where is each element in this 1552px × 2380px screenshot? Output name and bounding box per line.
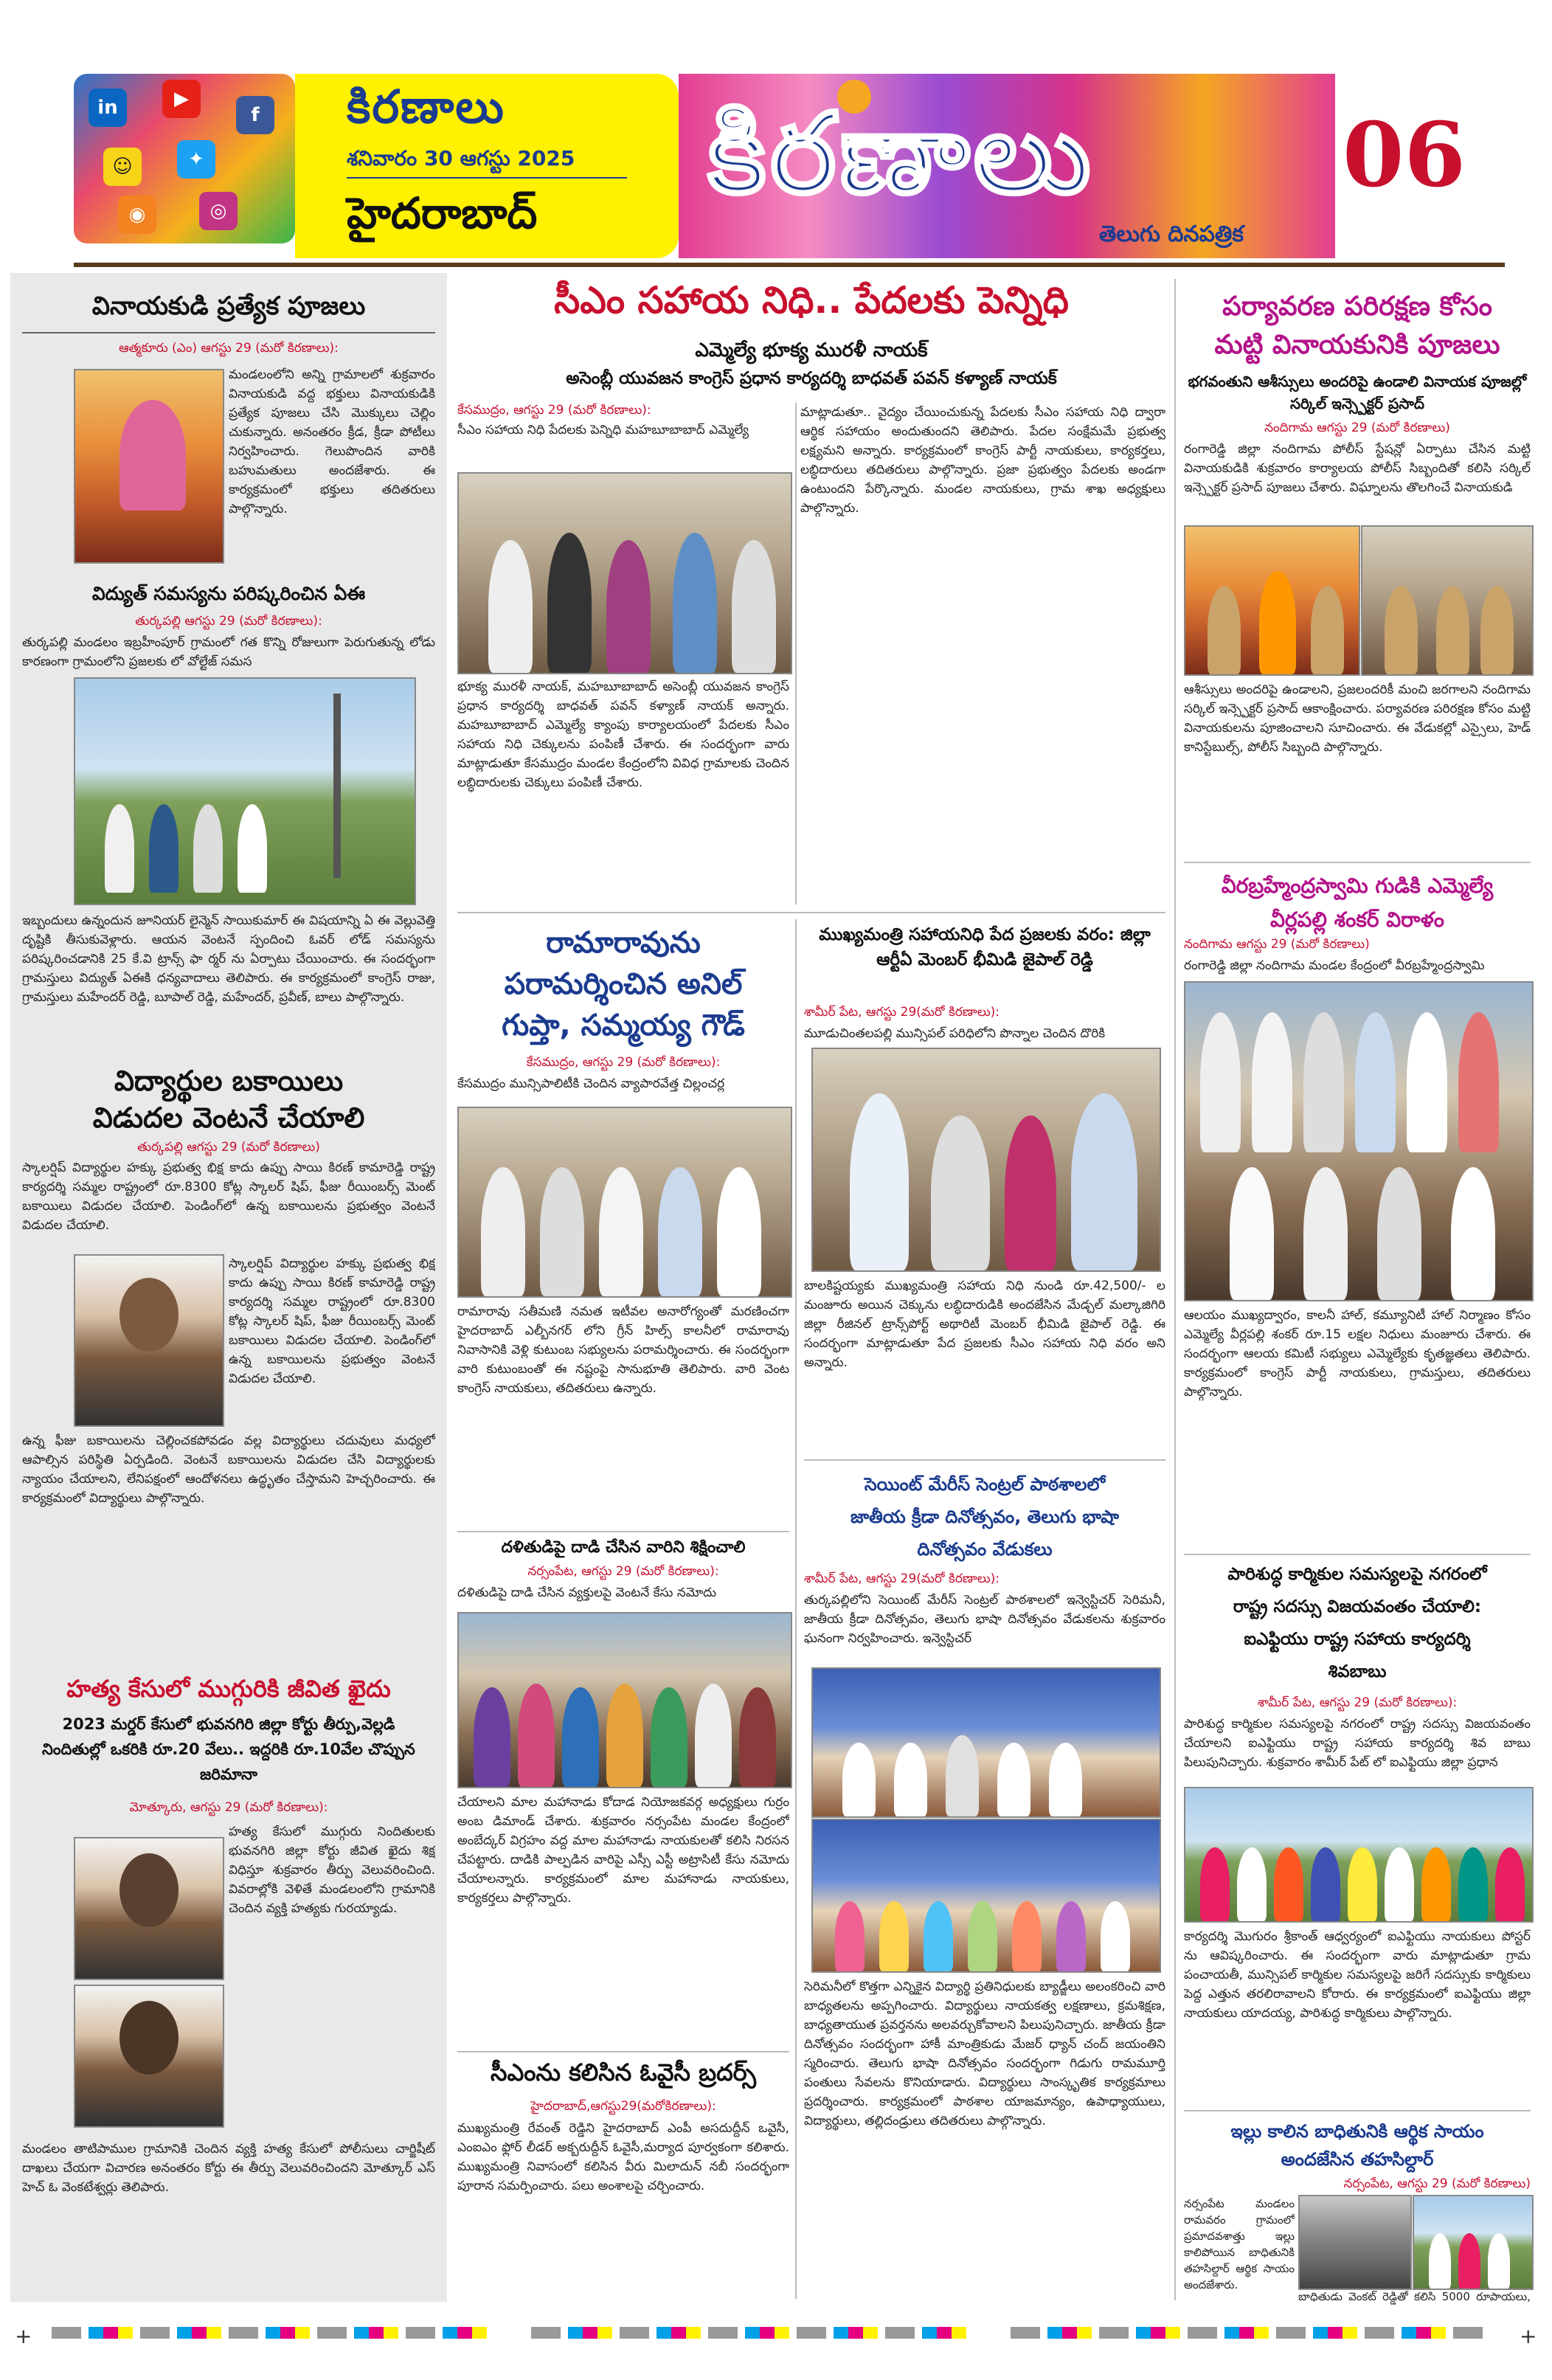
divider	[804, 1459, 1165, 1461]
byline: శామీర్ పేట, ఆగస్టు 29(మరో కిరణాలు):	[804, 1571, 1000, 1586]
byline: తుర్కపల్లి ఆగస్టు 29 (మరో కిరణాలు):	[135, 614, 322, 629]
byline: హైదరాబాద్,ఆగస్టు29(మరోకిరణాలు):	[530, 2099, 716, 2114]
photo-police-pooja-1	[1184, 525, 1360, 676]
headline-owaisi-brothers: సీఎంను కలిసిన ఓవైసీ బ్రదర్స్	[490, 2058, 756, 2086]
lead-subheadline-1: ఎమ్మెల్యే భూక్య మురళీ నాయక్	[695, 339, 928, 362]
photo-accused-2	[74, 1985, 224, 2128]
photo-cmrf-cheque-handover	[811, 1048, 1161, 1272]
article-body: నర్సంపేట మండలం రామవరం గ్రామంలో ప్రమాదవశాత్తు ఇల్లు కాలిపోయిన బాధితునికి తహసిల్దార్ ఆర్థిక సాయం అందజేశారు.	[1184, 2197, 1295, 2291]
article-body: రంగారెడ్డి జిల్లా నందిగామ మండల కేంద్రంలో వీరబ్రహ్మేంద్రస్వామి	[1184, 958, 1485, 973]
paper-logo-large: కిరణాలు	[708, 89, 1095, 218]
instagram-icon: ◎	[199, 192, 238, 230]
byline: మోత్కూరు, ఆగస్టు 29 (మరో కిరణాలు):	[129, 1800, 328, 1815]
linkedin-icon: in	[89, 89, 127, 127]
divider	[1184, 1554, 1531, 1555]
headline-line: పారిశుద్ధ కార్మికుల సమస్యలపై నగరంలో	[1227, 1565, 1487, 1584]
article-body: కార్యదర్శి మొగురం శ్రీకాంత్ ఆధ్వర్యంలో ఐఎఫ్టియు నాయకులు పోస్టర్ ను ఆవిష్కరించారు. ఈ సందర్భంగా వారు మాట్లాడుతూ గ్రామ పంచాయతీ, మున్సిపల్ కార్మికుల సమస్యలపై జరిగే సదస్సుకు కార్మికులు పెద్ద ఎత్తున తరలిరావాలని కోరారు. ఈ కార్యక్రమంలో ఐఎఫ్టియు జిల్లా నాయకులు యాదయ్య, పారిశుద్ధ కార్మికులు పాల్గొన్నారు.	[1184, 1929, 1531, 2021]
headline-line: రామారావును	[546, 926, 701, 960]
byline: నందిగామ ఆగస్టు 29 (మరో కిరణాలు)	[1264, 421, 1450, 435]
color-registration-bar	[1011, 2327, 1483, 2339]
headline-line: అందజేసిన తహసిల్దార్	[1281, 2149, 1434, 2170]
photo-student-leader	[74, 1254, 224, 1427]
photo-vinayaka-idol	[74, 369, 224, 564]
paper-logo-small: కిరణాలు	[347, 80, 505, 134]
lead-subheadline-2: అసెంబ్లీ యువజన కాంగ్రెస్ ప్రధాన కార్యదర్శి బాధవత్ పవన్ కళ్యాణ్ నాయక్	[566, 369, 1057, 388]
photo-school-event-2	[811, 1819, 1161, 1973]
photo-police-pooja-2	[1361, 525, 1534, 676]
headline-line: జాతీయ క్రీడా దినోత్సవం, తెలుగు భాషా	[850, 1506, 1120, 1527]
twitter-icon: ✦	[177, 140, 215, 179]
article-body: బాలకిష్టయ్యకు ముఖ్యమంత్రి సహాయ నిధి నుండి రూ.42,500/- ల మంజూరు అయిన చెక్కును లబ్ధిదారుడికి అందజేసిన మేడ్చల్ మల్కాజిగిరి జిల్లా రీజినల్ ట్రాన్స్‌పోర్ట్ అథారిటీ మెంబర్ భీమిడి జైపాల్ రెడ్డి. ఈ సందర్భంగా మాట్లాడుతూ పేద ప్రజలకు సీఎం సహాయ నిధి వరం అని అన్నారు.	[804, 1279, 1165, 1370]
headline-vidyut-samasya: విద్యుత్ సమస్యను పరిష్కరించిన ఏఈ	[91, 583, 366, 604]
photo-school-event-1	[811, 1667, 1161, 1818]
article-body: ఉన్న ఫీజు బకాయిలను చెల్లించకపోవడం వల్ల విద్యార్థులు చదువులు మధ్యలో ఆపాల్సిన పరిస్థితి ఏర్పడింది. వెంటనే బకాయిలను విడుదల చేసి విద్యార్థులకు న్యాయం చేయాలని, లేనిపక్షంలో ఆందోళనలు ఉద్ధృతం చేస్తామని హెచ్చరించారు. ఈ కార్యక్రమంలో విద్యార్థులు పాల్గొన్నారు.	[22, 1433, 435, 1506]
headline-line: శివబాబు	[1328, 1662, 1387, 1681]
photo-burnt-house	[1298, 2195, 1412, 2290]
byline: కేసముద్రం, ఆగస్టు 29 (మరో కిరణాలు):	[526, 1055, 721, 1070]
headline-ramarao	[457, 922, 789, 1046]
crop-mark: +	[1520, 2324, 1537, 2348]
headline-clay-ganesha	[1184, 288, 1531, 364]
headline-line: సెయింట్ మేరీస్ సెంట్రల్ పాఠశాలలో	[864, 1474, 1106, 1495]
headline-st-marys-school	[804, 1468, 1165, 1566]
headline-line: ఇల్లు కాలిన బాధితునికి ఆర్థిక సాయం	[1230, 2121, 1484, 2142]
masthead-divider	[347, 177, 627, 179]
headline-line: గుప్తా, సమ్మయ్య గౌడ్	[502, 1009, 745, 1042]
masthead-rule	[74, 263, 1505, 267]
youtube-icon: ▶	[162, 80, 201, 118]
photo-aid-handover	[1413, 2195, 1534, 2290]
column-rule	[795, 403, 797, 904]
byline: కేసముద్రం, ఆగస్టు 29 (మరో కిరణాలు):	[457, 403, 651, 418]
article-body: రంగారెడ్డి జిల్లా నందిగామ పోలీస్ స్టేషన్లో ఏర్పాటు చేసిన మట్టి వినాయకుడికి శుక్రవారం కార్యాలయ పోలీస్ సిబ్బందితో కలిసి సర్కిల్ ఇన్స్పెక్టర్ ప్రసాద్ పూజలు చేశారు. విఘ్నాలను తొలగించే వినాయకుడి	[1184, 442, 1531, 495]
headline-murder-case: హత్య కేసులో ముగ్గురికి జీవిత ఖైదు	[66, 1675, 391, 1703]
headline-veerabrahmendra-donation	[1184, 869, 1531, 937]
page-number: 06	[1343, 103, 1466, 207]
column-rule	[795, 919, 797, 2299]
rss-icon: ◉	[118, 196, 156, 234]
paper-tagline: తెలుగు దినపత్రిక	[1099, 221, 1244, 247]
byline: నందిగామ ఆగస్టు 29 (మరో కిరణాలు)	[1184, 937, 1370, 952]
byline: శామీర్ పేట, ఆగస్టు 29 (మరో కిరణాలు):	[1257, 1695, 1458, 1710]
snapchat-icon: ☺	[103, 148, 142, 186]
byline: నర్సంపేట, ఆగస్టు 29 (మరో కిరణాలు):	[527, 1564, 719, 1579]
article-body: దళితుడిపై దాడి చేసిన వ్యక్తులపై వెంటనే కేసు నమోదు	[457, 1585, 717, 1600]
photo-condolence-visit	[457, 1107, 792, 1298]
divider	[1184, 862, 1531, 863]
byline: ఆత్మకూరు (ఎం) ఆగస్టు 29 (మరో కిరణాలు):	[119, 341, 339, 356]
headline-vinayaka-pujalu: వినాయకుడి ప్రత్యేక పూజలు	[91, 291, 366, 321]
article-body: ఆలయం ముఖ్యద్వారం, కాలనీ హాల్, కమ్యూనిటీ హాల్ నిర్మాణం కోసం ఎమ్మెల్యే వీర్లపల్లి శంకర్ రూ.15 లక్షల నిధులు మంజూరు చేశారు. ఈ సందర్భంగా ఆలయ కమిటీ సభ్యులు ఎమ్మెల్యేకు కృతజ్ఞతలు తెలిపారు. కార్యక్రమంలో కాంగ్రెస్ పార్టీ నాయకులు, గ్రామస్తులు, తదితరులు పాల్గొన్నారు.	[1184, 1308, 1531, 1400]
article-body: మూడుచింతలపల్లి మున్సిపల్ పరిధిలోని పొన్నాల చెందిన దొరికి	[804, 1026, 1106, 1041]
photo-protest-group	[457, 1612, 792, 1788]
edition-city: హైదరాబాద్	[347, 188, 538, 238]
social-media-graphic	[74, 74, 295, 243]
headline-line: రాష్ట్ర సదస్సు విజయవంతం చేయాలి:	[1233, 1597, 1482, 1616]
crop-mark: +	[15, 2324, 32, 2348]
column-rule	[1174, 279, 1176, 2300]
photo-cmrf-cheque-distribution	[457, 472, 792, 674]
article-body: ఇబ్బందులు ఉన్నందున జూనియర్ లైన్మెన్ సాయికుమార్ ఈ విషయాన్ని ఏ ఈ వెల్లువెత్తి దృష్టికి తీసుకువెళ్లారు. ఆయన వెంటనే స్పందించి ఓవర్ లోడ్ సమస్యను పరిష్కరించడానికి 25 కే.వి ట్రాన్స్ ఫా ర్మర్ ను ఏర్పాటు చేయించారు. ఈ సందర్భంగా గ్రామస్తులు విద్యుత్ ఏఈకి ధన్యవాదాలు తెలిపారు. ఈ కార్యక్రమంలో కాంగ్రెస్ రాజు, గ్రామస్తులు మహేందర్ రెడ్డి, బూపాల్ రెడ్డి, మహేందర్, ప్రవీణ్, బాలు పాల్గొన్నారు.	[22, 913, 435, 1005]
headline-line: పరామర్శించిన అనిల్	[504, 967, 743, 1001]
divider	[22, 332, 435, 333]
divider	[457, 2051, 789, 2052]
headline-line: వీర్లపల్లి శంకర్ విరాళం	[1270, 907, 1444, 932]
divider	[457, 912, 1165, 913]
headline-dalit-attack: దళితుడిపై దాడి చేసిన వారిని శిక్షించాలి	[501, 1538, 746, 1557]
headline-line: పర్యావరణ పరిరక్షణ కోసం	[1222, 291, 1492, 322]
photo-accused-1	[74, 1837, 224, 1980]
byline: తుర్కపల్లి ఆగస్టు 29 (మరో కిరణాలు)	[137, 1140, 320, 1155]
article-body: తుర్కపల్లి మండలం ఇబ్రహీంపూర్ గ్రామంలో గత కొన్ని రోజులుగా పెరుగుతున్న లోడు కారణంగా గ్రామంలోని ప్రజలకు లో వోల్టేజ్ సమస	[22, 635, 435, 669]
issue-date: శనివారం 30 ఆగస్టు 2025	[347, 146, 575, 170]
article-body: హత్య కేసులో ముగ్గురు నిందితులకు భువనగిరి జిల్లా కోర్టు జీవిత ఖైదు శిక్ష విధిస్తూ శుక్రవారం తీర్పు వెలువరించింది. వివరాల్లోకి వెళితే మండలంలోని గ్రామానికి చెందిన వ్యక్తి హత్యకు గురయ్యాడు.	[229, 1824, 435, 1916]
photo-temple-donation	[1184, 981, 1534, 1301]
color-registration-bar	[531, 2327, 974, 2339]
article-body: కేసముద్రం మున్సిపాలిటీకి చెందిన వ్యాపారవేత్త చిల్లంచర్ల	[457, 1076, 725, 1091]
masthead	[0, 0, 1552, 266]
lead-headline: సీఎం సహాయ నిధి.. పేదలకు పెన్నిధి	[554, 279, 1069, 322]
article-body: సీఎం సహాయ నిధి పేదలకు పెన్నిధి మహబూబాబాద్ ఎమ్మెల్యే	[457, 423, 749, 437]
headline-line: ఐఎఫ్టియు రాష్ట్ర సహాయ కార్యదర్శి	[1244, 1630, 1471, 1649]
article-body: బాధితుడు వెంకట్ రెడ్డితో కలిసి 5000 రూపాయలు,	[1298, 2290, 1531, 2303]
headline-scholarship-dues	[22, 1062, 435, 1136]
article-body: మండలం తాటిపాముల గ్రామానికి చెందిన వ్యక్తి హత్య కేసులో పోలీసులు చార్జిషీట్ దాఖలు చేయగా విచారణ అనంతరం కోర్టు ఈ తీర్పు వెలువరించిందని మోత్కూర్ ఎస్ హెచ్ ఓ వెంకటేశ్వర్లు తెలిపారు.	[22, 2142, 435, 2195]
headline-cmrf-rta-member: ముఖ్యమంత్రి సహాయనిధి పేద ప్రజలకు వరం: జిల్లా ఆర్టీఏ మెంబర్ భీమిడి జైపాల్ రెడ్డి	[819, 925, 1151, 969]
article-body: మండలంలోని అన్ని గ్రామాలలో శుక్రవారం వినాయకుడి వద్ద భక్తులు వినాయకుడికి ప్రత్యేక పూజలు చేసి మొక్కులు చెల్లిం చుకున్నారు. అనంతరం క్రీడ, క్రీడా పోటీలు నిర్వహించారు. గెలుపొందిన వారికి బహుమతులు అందజేశారు. ఈ కార్యక్రమంలో భక్తులు తదితరులు పాల్గొన్నారు.	[229, 367, 435, 516]
headline-line: వీరబ్రహ్మేంద్రస్వామి గుడికి ఎమ్మెల్యే	[1221, 874, 1494, 898]
subheadline: భగవంతుని ఆశీస్సులు అందరిపై ఉండాలి వినాయక పూజల్లో సర్కిల్ ఇన్స్పెక్టర్ ప్రసాద్	[1188, 373, 1527, 412]
headline-sanitation-workers	[1184, 1558, 1531, 1688]
photo-poster-release	[1184, 1787, 1534, 1923]
article-body: ఆశీస్సులు అందరిపై ఉండాలని, ప్రజలందరికీ మంచి జరగాలని నందిగామ సర్కిల్ ఇన్స్పెక్టర్ ప్రసాద్ ఆకాంక్షించారు. పర్యావరణ పరిరక్షణ కోసం మట్టి వినాయకులను పూజించాలని సూచించారు. ఈ వేడుకల్లో ఎస్సైలు, హెడ్ కానిస్టేబుల్స్, పోలీస్ సిబ్బంది పాల్గొన్నారు.	[1184, 682, 1531, 755]
article-body: ముఖ్యమంత్రి రేవంత్ రెడ్డిని హైదరాబాద్ ఎంపీ అసదుద్దీన్ ఒవైసీ, ఎంఐఎం ఫ్లోర్ లీడర్ అక్బరుద్దీన్ ఓవైసీ,మర్యాద పూర్వకంగా కలిశారు. ముఖ్యమంత్రి నివాసంలో కలిసిన వీరు మిలాదున్ నబీ సందర్భంగా పూరాన సమర్పించారు. పలు అంశాలపై చర్చించారు.	[457, 2121, 789, 2193]
headline-line: విడుదల వెంటనే చేయాలి	[92, 1101, 365, 1134]
article-body: భూక్య మురళీ నాయక్, మహబూబాబాద్ అసెంబ్లీ యువజన కాంగ్రెస్ ప్రధాన కార్యదర్శి బాధవత్ పవన్ కళ్యాణ్ నాయక్ అన్నారు. మహబూబాబాద్ ఎమ్మెల్యే క్యాంపు కార్యాలయంలో పేదలకు సీఎం సహాయ నిధి చెక్కులను పంపిణీ చేశారు. ఈ సందర్భంగా వారు మాట్లాడుతూ కేసముద్రం మండల కేంద్రంలోని వివిధ గ్రామాలకు చెందిన లబ్ధిదారులకు చెక్కులు పంపిణీ చేశారు.	[457, 679, 789, 790]
headline-line: దినోత్సవం వేడుకలు	[917, 1539, 1053, 1560]
color-registration-bar	[52, 2327, 494, 2339]
divider	[457, 1531, 789, 1532]
photo-transformer-site	[74, 677, 416, 905]
article-body: తుర్కపల్లిలోని సెయింట్ మేరీస్ సెంట్రల్ పాఠశాలలో ఇన్వెస్టిచర్ సెరిమనీ, జాతీయ క్రీడా దినోత్సవం, తెలుగు భాషా దినోత్సవం వేడుకలను శుక్రవారం ఘనంగా నిర్వహించారు. ఇన్వెస్టిచర్	[804, 1593, 1165, 1646]
divider	[1184, 2110, 1531, 2111]
facebook-icon: f	[236, 96, 274, 134]
article-body: స్కాలర్షిప్ విద్యార్థుల హక్కు ప్రభుత్వ భిక్ష కాదు ఉప్పు సాయి కిరణ్ కామారెడ్డి రాష్ట్ర కార్యదర్శి సమ్మల రాష్ట్రంలో రూ.8300 కోట్ల స్కాలర్ షిప్, ఫీజు రీయింబర్స్ మెంట్ బకాయిలు విడుదల చేయాలి. పెండింగ్‌లో ఉన్న బకాయిలను ప్రభుత్వం వెంటనే విడుదల చేయాలి.	[229, 1256, 435, 1386]
headline-line: విద్యార్థుల బకాయిలు	[114, 1065, 344, 1097]
article-body: స్కాలర్షిప్ విద్యార్థుల హక్కు ప్రభుత్వ భిక్ష కాదు ఉప్పు సాయి కిరణ్ కామారెడ్డి రాష్ట్ర కార్యదర్శి సమ్మల రాష్ట్రంలో రూ.8300 కోట్ల స్కాలర్ షిప్, ఫీజు రీయింబర్స్ మెంట్ బకాయిలు విడుదల చేయాలి. పెండింగ్‌లో ఉన్న బకాయిలను ప్రభుత్వం వెంటనే విడుదల చేయాలి.	[22, 1160, 435, 1233]
article-body: సెరిమనీలో కొత్తగా ఎన్నికైన విద్యార్థి ప్రతినిధులకు బ్యాడ్జీలు అలంకరించి వారి బాధ్యతలను అప్పగించారు. విద్యార్థులు నాయకత్వ లక్షణాలు, క్రమశిక్షణ, బాధ్యతాయుత ప్రవర్తనను అలవర్చుకోవాలని పిలుపునిచ్చారు. జాతీయ క్రీడా దినోత్సవం సందర్భంగా హాకీ మాంత్రికుడు మేజర్ ధ్యాన్ చంద్ జయంతిని స్మరించారు. తెలుగు భాషా దినోత్సవం సందర్భంగా గిడుగు రామమూర్తి పంతులు సేవలను కొనియాడారు. విద్యార్థులు సాంస్కృతిక కార్యక్రమాలు ప్రదర్శించారు. కార్యక్రమంలో పాఠశాల యాజమాన్యం, ఉపాధ్యాయులు, విద్యార్థులు, తల్లిదండ్రులు తదితరులు పాల్గొన్నారు.	[804, 1979, 1165, 2128]
subheadline: 2023 మర్డర్ కేసులో భువనగిరి జిల్లా కోర్టు తీర్పు,వెల్లడి నిందితుల్లో ఒకరికి రూ.20 వేలు.. ఇద్దరికి రూ.10వేల చొప్పున జరిమానా	[42, 1715, 415, 1783]
article-body: పారిశుద్ధ కార్మికుల సమస్యలపై నగరంలో రాష్ట్ర సదస్సు విజయవంతం చేయాలని ఐఎఫ్టియు రాష్ట్ర సహాయ కార్యదర్శి శివ బాబు పిలుపునిచ్చారు. శుక్రవారం శామీర్ పేట్ లో ఐఎఫ్టియు జిల్లా ప్రధాన	[1184, 1717, 1531, 1770]
article-body: రామారావు సతీమణి నమత ఇటీవల అనారోగ్యంతో మరణించగా హైదరాబాద్ ఎల్బీనగర్ లోని గ్రీన్ హిల్స్ కాలనీలో రామారావు నివాసానికి వెళ్లి కుటుంబ సభ్యులను పరామర్శించారు. ఈ సందర్భంగా వారి కుటుంబంతో ఈ నష్టంపై సానుభూతి తెలిపారు. వారి వెంట కాంగ్రెస్ నాయకులు, తదితరులు ఉన్నారు.	[457, 1304, 789, 1396]
headline-house-fire-aid	[1184, 2117, 1531, 2173]
article-body: మాట్లాడుతూ.. వైద్యం చేయించుకున్న పేదలకు సీఎం సహాయ నిధి ద్వారా ఆర్థిక సహాయం అందుతుందని తెలిపారు. పేదల సంక్షేమమే ప్రభుత్వ లక్ష్యమని అన్నారు. కార్యక్రమంలో కాంగ్రెస్ పార్టీ నాయకులు, కార్యకర్తలు, లబ్ధిదారులు తదితరులు పాల్గొన్నారు. ప్రజా ప్రభుత్వం పేదలకు అండగా ఉంటుందని పేర్కొన్నారు. మండల నాయకులు, గ్రామ శాఖ అధ్యక్షులు పాల్గొన్నారు.	[800, 405, 1165, 516]
byline: నర్సంపేట, ఆగస్టు 29 (మరో కిరణాలు)	[1343, 2176, 1531, 2191]
headline-line: మట్టి వినాయకునికి పూజలు	[1214, 330, 1500, 360]
byline: శామీర్ పేట, ఆగస్టు 29(మరో కిరణాలు):	[804, 1005, 1000, 1020]
article-body: చేయాలని మాల మహానాడు కోదాడ నియోజకవర్గ అధ్యక్షులు గుర్రం అంబ డిమాండ్ చేశారు. శుక్రవారం నర్సంపేట మండల కేంద్రంలో అంబేద్కర్ విగ్రహం వద్ద మాల మహానాడు నాయకులతో కలిసి నిరసన చేపట్టారు. దాడికి పాల్పడిన వారిపై ఎస్సీ ఎస్టీ అట్రాసిటీ కేసు నమోదు చేయాలన్నారు. కార్యక్రమంలో మాల మహానాడు నాయకులు, కార్యకర్తలు పాల్గొన్నారు.	[457, 1795, 789, 1906]
